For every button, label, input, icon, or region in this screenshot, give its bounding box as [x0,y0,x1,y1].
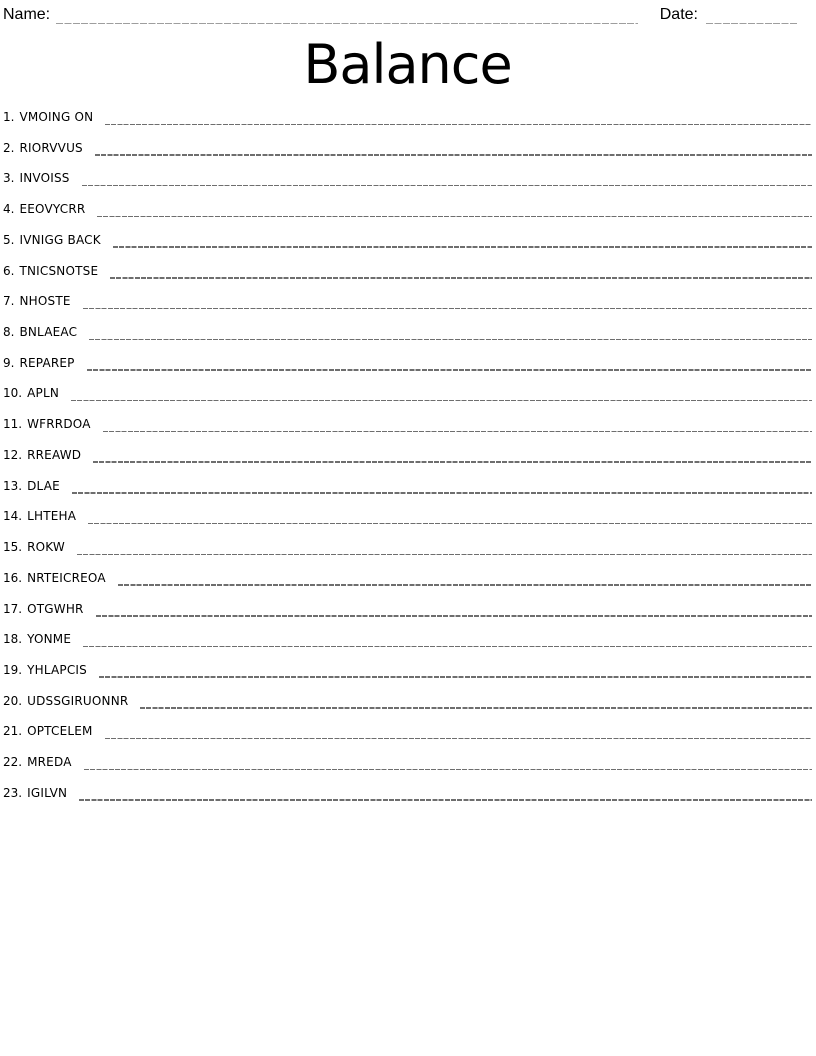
scrambled-word: APLN [27,386,60,401]
item-number: 15. [3,540,23,555]
answer-line [95,154,812,156]
item-number: 9. [3,355,15,370]
list-item [3,233,812,264]
name-label: Name: [3,6,51,23]
answer-line [96,615,812,617]
item-number: 21. [3,724,23,739]
answer-line [83,308,812,310]
answer-line [77,554,812,556]
item-number: 22. [3,755,23,770]
list-item [3,509,812,540]
item-number: 7. [3,294,15,309]
scrambled-word: OPTCELEM [27,724,93,739]
answer-line [97,216,812,218]
list-item [3,786,812,817]
list-item [3,663,812,694]
item-number: 17. [3,601,23,616]
answer-line [87,369,812,371]
list-item [3,602,812,633]
answer-line [99,676,812,678]
item-number: 10. [3,386,23,401]
item-number: 14. [3,509,23,524]
list-item [3,448,812,479]
answer-line [103,431,812,433]
item-number: 6. [3,263,15,278]
list-item [3,356,812,387]
list-item [3,386,812,417]
scrambled-word: IGILVN [27,785,68,800]
answer-line [113,246,812,248]
answer-line [84,769,812,771]
item-number: 18. [3,632,23,647]
item-number: 23. [3,785,23,800]
scrambled-word: BNLAEAC [19,325,78,340]
list-item [3,479,812,510]
answer-line [93,461,812,463]
answer-line [88,523,812,525]
scrambled-word: NHOSTE [19,294,71,309]
answer-line [110,277,812,279]
page-title: Balance [303,33,512,96]
item-number: 11. [3,417,23,432]
name-line [56,23,638,25]
scrambled-word: LHTEHA [27,509,77,524]
scrambled-word: VMOING ON [19,110,94,124]
scrambled-word: RREAWD [27,447,82,462]
list-item [3,202,812,233]
item-number: 13. [3,478,23,493]
list-item [3,141,812,172]
list-item [3,694,812,725]
list-item [3,171,812,202]
answer-line [105,124,812,126]
list-item [3,540,812,571]
scrambled-word: INVOISS [19,171,70,186]
item-number: 19. [3,662,23,677]
item-number: 2. [3,140,15,155]
scrambled-word: EEOVYCRR [19,202,86,217]
answer-line [118,584,812,586]
scrambled-word: MREDA [27,755,72,770]
scrambled-word: UDSSGIRUONNR [27,693,129,708]
scrambled-word: YHLAPCIS [27,662,87,677]
answer-line [83,646,812,648]
scrambled-word: TNICSNOTSE [19,263,99,278]
date-label: Date: [659,6,698,23]
answer-line [82,185,812,187]
scrambled-word: YONME [27,632,72,647]
item-number: 8. [3,325,15,340]
scrambled-word: OTGWHR [27,601,84,616]
list-item [3,755,812,786]
answer-line [89,339,812,341]
answer-line [71,400,812,402]
scrambled-word: RIORVVUS [19,140,83,155]
word-list [3,110,812,817]
list-item [3,571,812,602]
answer-line [105,738,812,740]
scrambled-word: DLAE [27,478,60,493]
answer-line [72,492,812,494]
item-number: 1. [3,110,15,124]
answer-line [79,799,812,801]
scrambled-word: WFRRDOA [27,417,91,432]
list-item [3,417,812,448]
list-item [3,264,812,295]
list-item [3,325,812,356]
list-item [3,632,812,663]
list-item [3,110,812,141]
list-item [3,724,812,755]
item-number: 12. [3,447,23,462]
item-number: 4. [3,202,15,217]
item-number: 20. [3,693,23,708]
scrambled-word: ROKW [27,540,65,555]
item-number: 16. [3,570,23,585]
date-line [706,23,798,25]
scrambled-word: NRTEICREOA [27,570,106,585]
answer-line [140,707,812,709]
list-item [3,294,812,325]
scrambled-word: IVNIGG BACK [19,232,101,247]
item-number: 3. [3,171,15,186]
scrambled-word: REPAREP [19,355,75,370]
item-number: 5. [3,232,15,247]
header [3,4,812,32]
